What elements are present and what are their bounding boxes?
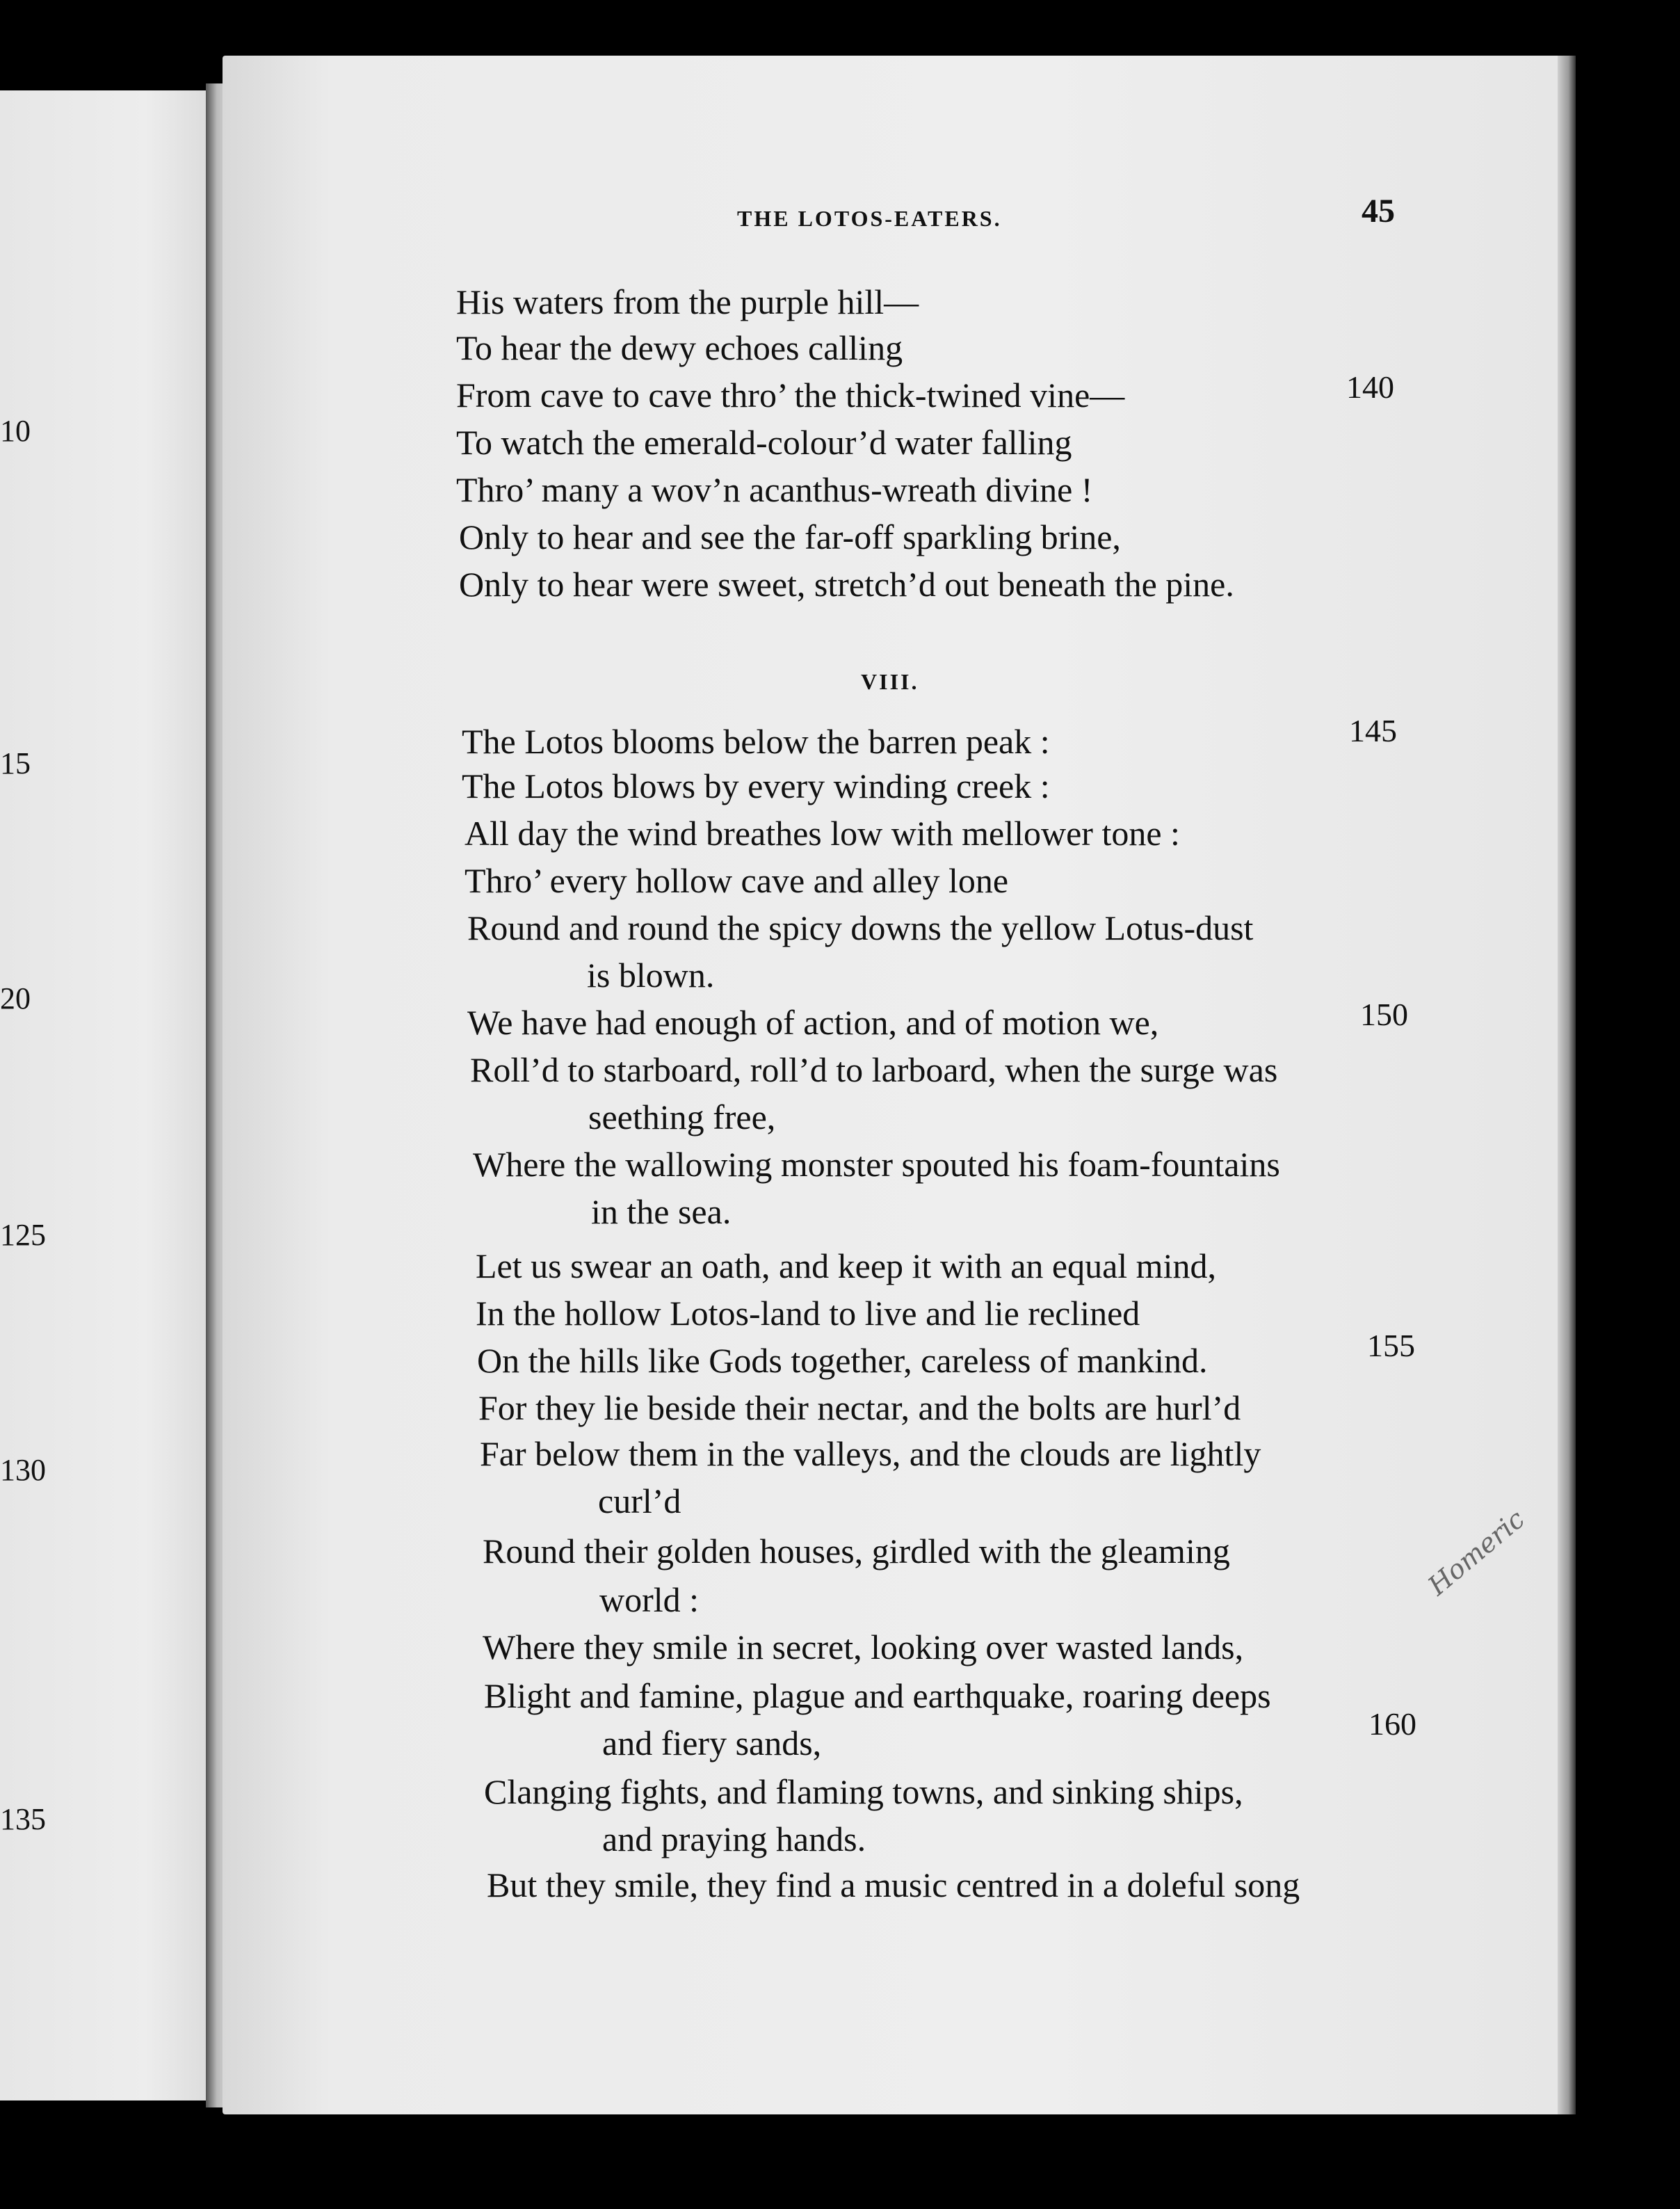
- poem-line-continuation: and fiery sands,: [602, 1724, 822, 1762]
- poem-line: Round and round the spicy downs the yellow Lotus-dust: [467, 908, 1254, 947]
- poem-line: The Lotos blooms below the barren peak :: [462, 722, 1050, 761]
- poem-line: Let us swear an oath, and keep it with an equal mind,: [476, 1246, 1216, 1285]
- poem-line: Where the wallowing monster spouted his foam-fountains: [473, 1145, 1280, 1184]
- poem-line: Roll’d to starboard, roll’d to larboard, when the surge was: [470, 1050, 1278, 1089]
- page-edge: [1558, 56, 1576, 2114]
- left-line-number: 10: [0, 414, 31, 448]
- poem-line: We have had enough of action, and of motion we,: [467, 1003, 1159, 1042]
- line-number: 140: [1346, 369, 1394, 405]
- left-page: [0, 90, 209, 2100]
- left-line-number: 20: [0, 981, 31, 1015]
- poem-line: The Lotos blows by every winding creek :: [462, 766, 1050, 805]
- poem-line: Round their golden houses, girdled with the gleaming: [483, 1532, 1230, 1571]
- poem-line: In the hollow Lotos-land to live and lie reclined: [476, 1294, 1140, 1333]
- left-line-number: 15: [0, 746, 31, 780]
- left-line-number: 130: [0, 1453, 46, 1487]
- poem-line: But they smile, they find a music centred in a doleful song: [487, 1865, 1300, 1904]
- poem-line: Far below them in the valleys, and the clouds are lightly: [480, 1434, 1261, 1473]
- poem-line-continuation: is blown.: [587, 956, 715, 995]
- poem-line-continuation: and praying hands.: [602, 1820, 866, 1858]
- poem-line: Only to hear were sweet, stretch’d out beneath the pine.: [459, 565, 1234, 604]
- poem-line: From cave to cave thro’ the thick-twined vine—: [456, 376, 1125, 415]
- poem-line-continuation: world :: [599, 1580, 700, 1619]
- poem-line: Where they smile in secret, looking over wasted lands,: [483, 1628, 1244, 1666]
- handwritten-annotation: Homeric: [1422, 1503, 1530, 1602]
- poem-line: Thro’ many a wov’n acanthus-wreath divine !: [456, 470, 1093, 509]
- poem-line-continuation: seething free,: [588, 1098, 776, 1136]
- left-line-number: 125: [0, 1218, 46, 1252]
- poem-line: Only to hear and see the far-off sparkling brine,: [459, 517, 1121, 556]
- poem-line: To hear the dewy echoes calling: [456, 328, 903, 367]
- line-number: 155: [1367, 1328, 1415, 1363]
- line-number: 145: [1349, 713, 1397, 748]
- poem-line: To watch the emerald-colour’d water falling: [456, 423, 1072, 462]
- poem-line: All day the wind breathes low with mellower tone :: [465, 814, 1180, 853]
- poem-line: Blight and famine, plague and earthquake, roaring deeps: [484, 1676, 1271, 1715]
- poem-line: His waters from the purple hill—: [456, 282, 919, 321]
- running-header: THE LOTOS-EATERS.: [737, 206, 1002, 231]
- line-number: 150: [1360, 997, 1408, 1032]
- poem-line-continuation: in the sea.: [591, 1192, 732, 1231]
- poem-line: Thro’ every hollow cave and alley lone: [465, 861, 1009, 900]
- section-heading: VIII.: [861, 669, 919, 694]
- poem-line: On the hills like Gods together, careless of mankind.: [477, 1341, 1208, 1380]
- line-number: 160: [1368, 1706, 1416, 1742]
- poem-line: For they lie beside their nectar, and the bolts are hurl’d: [478, 1388, 1241, 1427]
- poem-line-continuation: curl’d: [598, 1481, 681, 1520]
- page-number: 45: [1362, 193, 1395, 230]
- poem-line: Clanging fights, and flaming towns, and sinking ships,: [484, 1772, 1243, 1811]
- left-line-number: 135: [0, 1802, 46, 1836]
